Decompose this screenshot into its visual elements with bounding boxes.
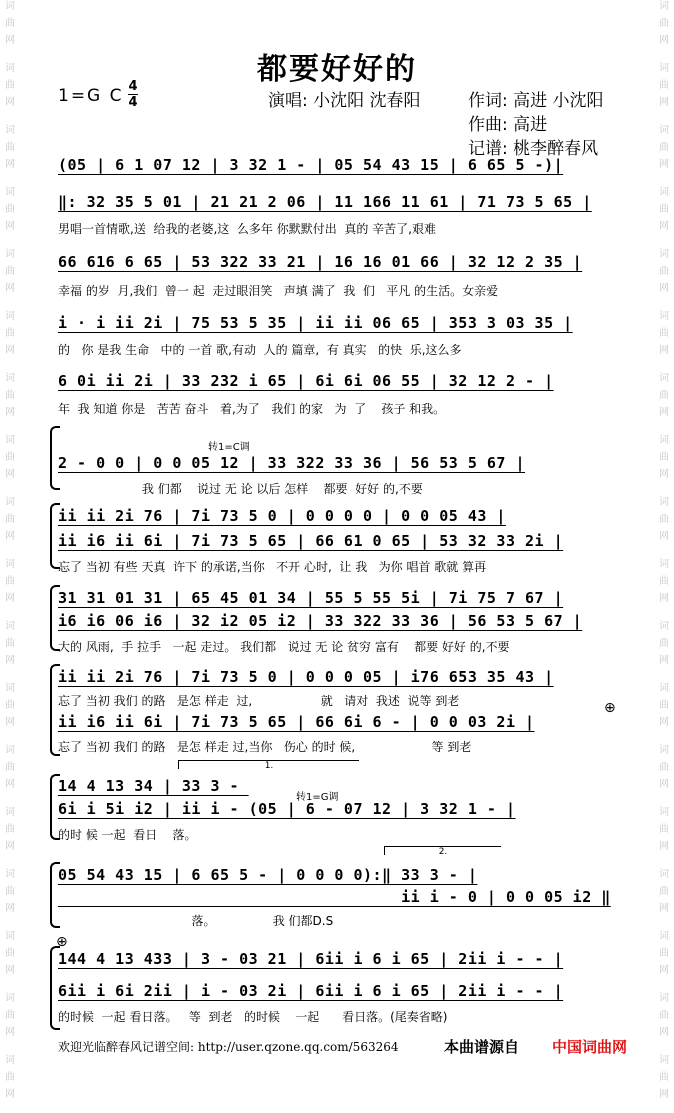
watermark-glyph: 词 bbox=[659, 249, 669, 260]
watermark-glyph: 词 bbox=[659, 187, 669, 198]
watermark-glyph: 网 bbox=[659, 1089, 669, 1100]
time-signature bbox=[128, 80, 138, 109]
lyric-line-10: 的时 候 一起 看日 落。 bbox=[58, 828, 197, 842]
watermark-glyph: 曲 bbox=[659, 948, 669, 959]
watermark-glyph: 词 bbox=[5, 745, 15, 756]
volta-bracket-2: 2. bbox=[384, 846, 501, 855]
watermark-left bbox=[2, 0, 18, 1100]
watermark-glyph: 曲 bbox=[5, 142, 15, 153]
lyric-line-5: 年 我 知道 你是 苦苦 奋斗 着,为了 我们 的家 为 了 孩子 和我。 bbox=[58, 402, 446, 416]
watermark-glyph: 网 bbox=[5, 97, 15, 108]
watermark-glyph: 网 bbox=[5, 283, 15, 294]
watermark-glyph: 词 bbox=[659, 1055, 669, 1066]
notation-line-1: (05 | 6 1 07 12 | 3 32 1 - | 05 54 43 15 | 6 65 5 -)| bbox=[58, 156, 564, 174]
watermark-glyph: 网 bbox=[659, 717, 669, 728]
modulation-mark-c: 转1=C调 bbox=[208, 442, 250, 453]
watermark-glyph: 网 bbox=[5, 35, 15, 46]
lyric-line-3: 幸福 的岁 月,我们 曾一 起 走过眼泪笑 声填 满了 我 们 平凡 的生活。女亲爱 bbox=[58, 284, 499, 298]
watermark-glyph: 网 bbox=[659, 531, 669, 542]
composer-credit: 作曲: 高进 bbox=[468, 115, 548, 135]
watermark-glyph: 网 bbox=[659, 965, 669, 976]
watermark-glyph: 词 bbox=[659, 63, 669, 74]
watermark-glyph: 词 bbox=[5, 559, 15, 570]
watermark-glyph: 词 bbox=[5, 63, 15, 74]
watermark-glyph: 词 bbox=[659, 869, 669, 880]
time-signature-top: 4 bbox=[128, 79, 138, 94]
watermark-glyph: 网 bbox=[5, 407, 15, 418]
time-signature-bottom: 4 bbox=[128, 95, 138, 110]
watermark-glyph: 词 bbox=[5, 125, 15, 136]
footer-welcome: 欢迎光临醉春风记谱空间: http://user.qzone.qq.com/563264 bbox=[58, 1040, 399, 1054]
notation-line-10-upper: 14 4 13 34 | 33 3 - bbox=[58, 777, 249, 795]
watermark-glyph: 网 bbox=[5, 655, 15, 666]
watermark-glyph: 网 bbox=[659, 407, 669, 418]
watermark-glyph: 曲 bbox=[659, 142, 669, 153]
watermark-glyph: 词 bbox=[659, 497, 669, 508]
lyric-line-7: 忘了 当初 有些 天真 许下 的承诺,当你 不开 心时, 让 我 为你 唱首 歌就 算再 bbox=[58, 560, 487, 574]
watermark-glyph: 网 bbox=[5, 221, 15, 232]
watermark-glyph: 曲 bbox=[5, 948, 15, 959]
notation-line-9-upper: ii ii 2i 76 | 7i 73 5 0 | 0 0 0 05 | i76 653 35 43 | bbox=[58, 668, 554, 686]
coda-icon-2: ⊕ bbox=[56, 934, 68, 950]
watermark-glyph: 词 bbox=[5, 435, 15, 446]
footer-site: 中国词曲网 bbox=[552, 1038, 628, 1056]
watermark-glyph: 曲 bbox=[659, 80, 669, 91]
notation-line-9-lower: ii i6 ii 6i | 7i 73 5 65 | 66 6i 6 - | 0 0 03 2i | bbox=[58, 713, 535, 731]
watermark-glyph: 网 bbox=[659, 97, 669, 108]
watermark-glyph: 网 bbox=[5, 159, 15, 170]
watermark-glyph: 词 bbox=[659, 1, 669, 12]
watermark-glyph: 词 bbox=[659, 125, 669, 136]
watermark-glyph: 网 bbox=[659, 841, 669, 852]
singer-credit: 演唱: 小沈阳 沈春阳 bbox=[268, 91, 421, 111]
watermark-glyph: 网 bbox=[5, 717, 15, 728]
lyric-line-4: 的 你 是我 生命 中的 一首 歌,有动 人的 篇章, 有 真实 的快 乐,这么多 bbox=[58, 343, 462, 357]
watermark-glyph: 词 bbox=[659, 311, 669, 322]
watermark-glyph: 网 bbox=[659, 345, 669, 356]
watermark-glyph: 词 bbox=[659, 373, 669, 384]
watermark-glyph: 曲 bbox=[5, 824, 15, 835]
watermark-glyph: 词 bbox=[5, 311, 15, 322]
watermark-glyph: 词 bbox=[5, 931, 15, 942]
watermark-glyph: 曲 bbox=[5, 886, 15, 897]
watermark-right bbox=[656, 0, 672, 1100]
notation-line-10-lower: 6i i 5i i2 | ii i - (05 | 6 - 07 12 | 3 32 1 - | bbox=[58, 800, 516, 818]
notation-line-7-upper: ii ii 2i 76 | 7i 73 5 0 | 0 0 0 0 | 0 0 05 43 | bbox=[58, 507, 506, 525]
watermark-glyph: 网 bbox=[5, 965, 15, 976]
notation-line-5: 6 0i ii 2i | 33 232 i 65 | 6i 6i 06 55 | 32 12 2 - | bbox=[58, 372, 554, 390]
watermark-glyph: 词 bbox=[5, 187, 15, 198]
watermark-glyph: 曲 bbox=[5, 576, 15, 587]
key-signature: 1=G C bbox=[58, 86, 124, 106]
watermark-glyph: 网 bbox=[5, 593, 15, 604]
watermark-glyph: 曲 bbox=[659, 824, 669, 835]
watermark-glyph: 词 bbox=[5, 1, 15, 12]
watermark-glyph: 网 bbox=[659, 655, 669, 666]
watermark-glyph: 曲 bbox=[5, 80, 15, 91]
watermark-glyph: 曲 bbox=[659, 390, 669, 401]
modulation-mark-g: 转1=G调 bbox=[296, 792, 339, 803]
watermark-glyph: 曲 bbox=[659, 18, 669, 29]
watermark-glyph: 曲 bbox=[659, 700, 669, 711]
watermark-glyph: 曲 bbox=[5, 18, 15, 29]
notation-line-2: ‖: 32 35 5 01 | 21 21 2 06 | 11 166 11 61 | 71 73 5 65 | bbox=[58, 193, 592, 211]
lyricist-credit: 作词: 高进 小沈阳 bbox=[468, 91, 604, 111]
watermark-glyph: 词 bbox=[5, 497, 15, 508]
lyric-line-8: 大的 风雨, 手 拉手 一起 走过。 我们都 说过 无 论 贫穷 富有 都要 好好 的,不要 bbox=[58, 640, 510, 654]
watermark-glyph: 网 bbox=[659, 35, 669, 46]
watermark-glyph: 曲 bbox=[659, 328, 669, 339]
footer-source: 本曲谱源自 bbox=[444, 1038, 520, 1056]
watermark-glyph: 词 bbox=[5, 249, 15, 260]
watermark-glyph: 网 bbox=[5, 903, 15, 914]
coda-icon: ⊕ bbox=[604, 700, 616, 716]
watermark-glyph: 网 bbox=[659, 159, 669, 170]
watermark-glyph: 曲 bbox=[659, 638, 669, 649]
lyric-line-9-lower: 忘了 当初 我们 的路 是怎 样走 过,当你 伤心 的时 候, 等 到老 bbox=[58, 740, 472, 754]
notation-line-12-upper: 144 4 13 433 | 3 - 03 21 | 6ii i 6 i 65 | 2ii i - - | bbox=[58, 950, 564, 968]
watermark-glyph: 曲 bbox=[659, 266, 669, 277]
watermark-glyph: 词 bbox=[659, 435, 669, 446]
lyric-line-9-upper: 忘了 当初 我们 的路 是怎 样走 过, 就 请对 我述 说等 到老 bbox=[58, 694, 460, 708]
transcriber-credit: 记谱: 桃李醉春风 bbox=[468, 139, 599, 159]
watermark-glyph: 词 bbox=[659, 807, 669, 818]
watermark-glyph: 词 bbox=[5, 1055, 15, 1066]
watermark-glyph: 网 bbox=[659, 221, 669, 232]
watermark-glyph: 曲 bbox=[5, 700, 15, 711]
notation-line-7-lower: ii i6 ii 6i | 7i 73 5 65 | 66 61 0 65 | 53 32 33 2i | bbox=[58, 532, 564, 550]
lyric-line-12: 的时候 一起 看日落。 等 到老 的时候 一起 看日落。(尾奏省略) bbox=[58, 1010, 448, 1024]
watermark-glyph: 词 bbox=[5, 683, 15, 694]
watermark-glyph: 网 bbox=[659, 283, 669, 294]
watermark-glyph: 曲 bbox=[5, 266, 15, 277]
watermark-glyph: 网 bbox=[5, 779, 15, 790]
watermark-glyph: 曲 bbox=[5, 452, 15, 463]
watermark-glyph: 词 bbox=[5, 869, 15, 880]
watermark-glyph: 曲 bbox=[5, 638, 15, 649]
watermark-glyph: 曲 bbox=[5, 328, 15, 339]
watermark-glyph: 曲 bbox=[659, 1010, 669, 1021]
watermark-glyph: 曲 bbox=[659, 762, 669, 773]
notation-line-8-upper: 31 31 01 31 | 65 45 01 34 | 55 5 55 5i | 7i 75 7 67 | bbox=[58, 589, 564, 607]
watermark-glyph: 网 bbox=[5, 531, 15, 542]
watermark-glyph: 曲 bbox=[5, 390, 15, 401]
watermark-glyph: 网 bbox=[659, 1027, 669, 1038]
watermark-glyph: 网 bbox=[659, 469, 669, 480]
volta-bracket-1: 1. bbox=[178, 760, 359, 769]
watermark-glyph: 曲 bbox=[659, 514, 669, 525]
notation-line-8-lower: i6 i6 06 i6 | 32 i2 05 i2 | 33 322 33 36 | 56 53 5 67 | bbox=[58, 612, 583, 630]
notation-line-11-lower: ii i - 0 | 0 0 05 i2 ‖ bbox=[58, 888, 611, 906]
watermark-glyph: 曲 bbox=[659, 452, 669, 463]
watermark-glyph: 网 bbox=[5, 345, 15, 356]
lyric-line-2: 男唱一首情歌,送 给我的老婆,这 么多年 你默默付出 真的 辛苦了,艰难 bbox=[58, 222, 436, 236]
watermark-glyph: 网 bbox=[659, 779, 669, 790]
song-title: 都要好好的 bbox=[257, 52, 417, 87]
watermark-glyph: 词 bbox=[659, 683, 669, 694]
lyric-line-11: 落。 我 们都D.S bbox=[58, 914, 334, 928]
notation-line-12-lower: 6ii i 6i 2ii | i - 03 2i | 6ii i 6 i 65 | 2ii i - - | bbox=[58, 982, 564, 1000]
notation-line-11-upper: 05 54 43 15 | 6 65 5 - | 0 0 0 0):‖ 33 3 - | bbox=[58, 866, 478, 884]
watermark-glyph: 曲 bbox=[5, 1072, 15, 1083]
watermark-glyph: 词 bbox=[5, 993, 15, 1004]
watermark-glyph: 词 bbox=[5, 807, 15, 818]
watermark-glyph: 网 bbox=[5, 469, 15, 480]
watermark-glyph: 词 bbox=[659, 621, 669, 632]
notation-line-4: i · i ii 2i | 75 53 5 35 | ii ii 06 65 | 353 3 03 35 | bbox=[58, 314, 573, 332]
watermark-glyph: 词 bbox=[659, 745, 669, 756]
watermark-glyph: 词 bbox=[5, 621, 15, 632]
watermark-glyph: 曲 bbox=[5, 204, 15, 215]
watermark-glyph: 网 bbox=[659, 593, 669, 604]
watermark-glyph: 曲 bbox=[5, 1010, 15, 1021]
watermark-glyph: 词 bbox=[659, 559, 669, 570]
notation-line-3: 66 616 6 65 | 53 322 33 21 | 16 16 01 66 | 32 12 2 35 | bbox=[58, 253, 583, 271]
watermark-glyph: 曲 bbox=[659, 204, 669, 215]
watermark-glyph: 曲 bbox=[659, 886, 669, 897]
watermark-glyph: 曲 bbox=[659, 576, 669, 587]
watermark-glyph: 网 bbox=[5, 1089, 15, 1100]
watermark-glyph: 词 bbox=[659, 993, 669, 1004]
watermark-glyph: 曲 bbox=[5, 514, 15, 525]
lyric-line-6: 我 们都 说过 无 论 以后 怎样 都要 好好 的,不要 bbox=[58, 482, 423, 496]
watermark-glyph: 曲 bbox=[659, 1072, 669, 1083]
watermark-glyph: 网 bbox=[5, 841, 15, 852]
watermark-glyph: 曲 bbox=[5, 762, 15, 773]
watermark-glyph: 网 bbox=[659, 903, 669, 914]
watermark-glyph: 词 bbox=[659, 931, 669, 942]
notation-line-6: 2 - 0 0 | 0 0 05 12 | 33 322 33 36 | 56 53 5 67 | bbox=[58, 454, 526, 472]
watermark-glyph: 词 bbox=[5, 373, 15, 384]
watermark-glyph: 网 bbox=[5, 1027, 15, 1038]
